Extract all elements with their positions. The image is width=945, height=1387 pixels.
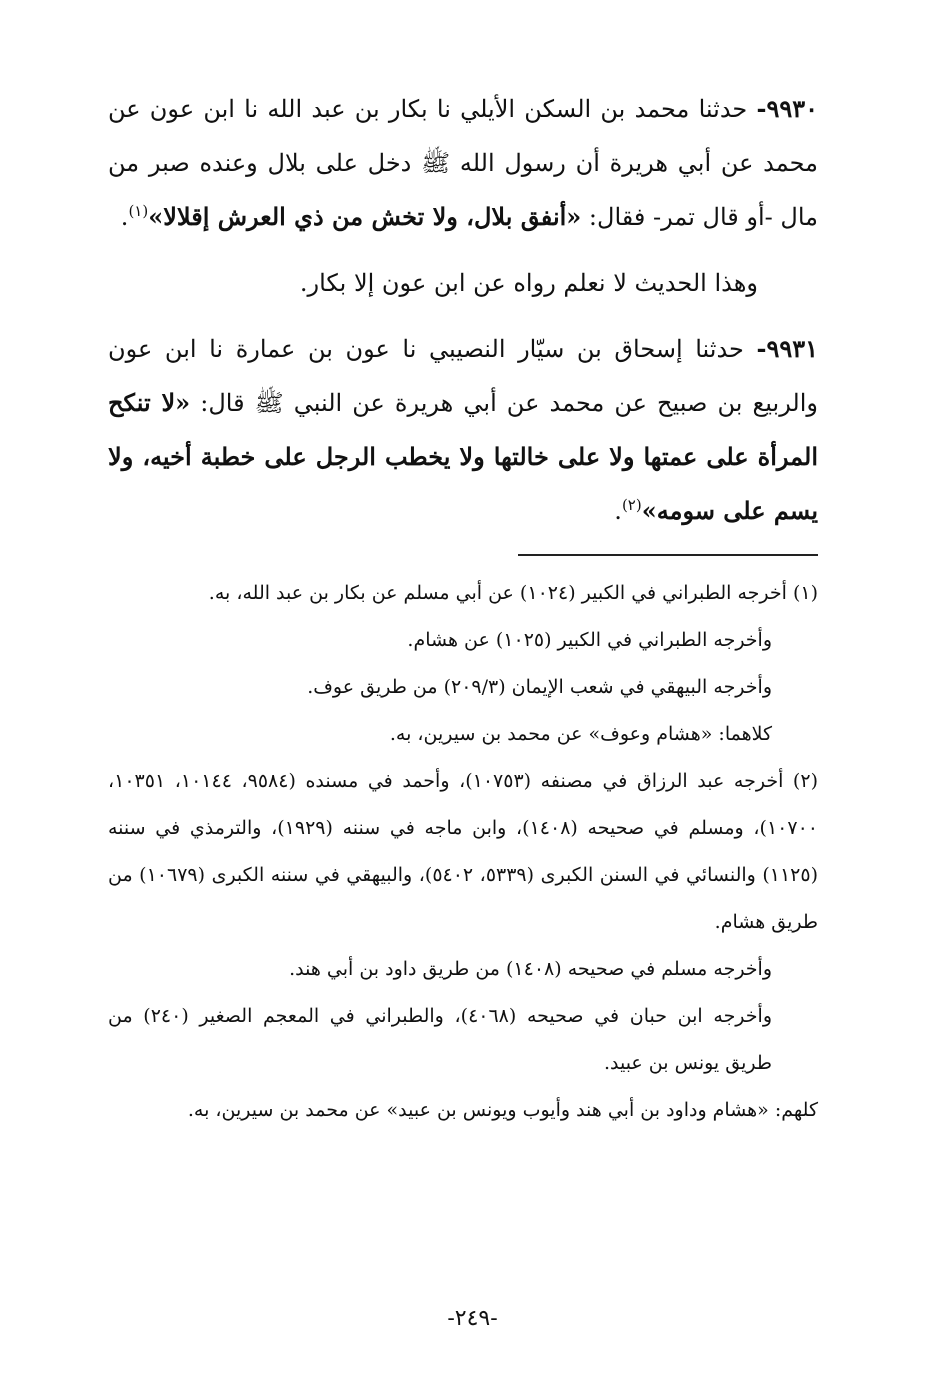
hadith-end: . — [120, 203, 129, 231]
main-text — [108, 82, 818, 538]
page-number: -٢٤٩- — [447, 1306, 498, 1331]
footnote-ref: (١) — [128, 202, 149, 220]
footnote-ref: (٢) — [621, 496, 642, 514]
hadith-9931 — [108, 322, 818, 538]
footnote-1: (١) أخرجه الطبراني في الكبير (١٠٢٤) عن أبي مسلم عن بكار بن عبد الله، به. — [208, 582, 818, 604]
hadith-end: . — [614, 497, 622, 525]
footnote-line: وأخرجه البيهقي في شعب الإيمان (٢٠٩/٣) من طريق عوف. — [307, 676, 772, 698]
hadith-text: حدثنا محمد بن السكن الأيلي نا بكار بن عبد الله نا ابن عون عن محمد عن أبي هريرة أن رسول الله ﷺ دخل على بلال وعنده صبر من مال -أو قال تمر- فقال: — [108, 95, 818, 231]
footnotes — [108, 570, 818, 1134]
footnote-line: كلهم: «هشام وداود بن أبي هند وأيوب ويونس بن عبيد» عن محمد بن سيرين، به. — [187, 1099, 818, 1121]
hadith-9930 — [108, 82, 818, 244]
footnote-divider — [518, 554, 818, 556]
footnote-line: وأخرجه مسلم في صحيحه (١٤٠٨) من طريق داود بن أبي هند. — [289, 958, 772, 980]
footnote-line: وأخرجه ابن حبان في صحيحه (٤٠٦٨)، والطبراني في المعجم الصغير (٢٤٠) من طريق يونس بن عبيد. — [108, 1005, 772, 1074]
footnote-line: كلاهما: «هشام وعوف» عن محمد بن سيرين، به. — [389, 723, 772, 745]
hadith-comment: وهذا الحديث لا نعلم رواه عن ابن عون إلا بكار. — [299, 269, 758, 297]
footnote-line: وأخرجه الطبراني في الكبير (١٠٢٥) عن هشام. — [407, 629, 772, 651]
hadith-text: حدثنا إسحاق بن سيّار النصيبي نا عون بن عمارة نا ابن عون والربيع بن صبيح عن محمد عن أبي هريرة عن النبي ﷺ قال: — [108, 335, 819, 417]
page-body — [108, 82, 818, 1134]
hadith-number: ٩٩٣٠- — [756, 94, 818, 123]
hadith-quote: «لا تنكح المرأة على عمتها ولا على خالتها ولا يخطب الرجل على خطبة أخيه، ولا يسم على سومه» — [108, 388, 818, 525]
hadith-number: ٩٩٣١- — [756, 334, 818, 363]
hadith-quote: «أنفق بلال، ولا تخش من ذي العرش إقلالا» — [148, 202, 582, 231]
footnote-2: (٢) أخرجه عبد الرزاق في مصنفه (١٠٧٥٣)، وأحمد في مسنده (٩٥٨٤، ١٠١٤٤، ١٠٣٥١، ١٠٧٠٠)، ومسلم في صحيحه (١٤٠٨)، وابن ماجه في سننه (١٩٢٩)، والترمذي في سننه (١١٢٥) والنسائي في السنن الكبرى (٥٣٣٩، ٥٤٠٢)، والبيهقي في سننه الكبرى (١٠٦٧٩) من طريق هشام. — [108, 770, 819, 933]
